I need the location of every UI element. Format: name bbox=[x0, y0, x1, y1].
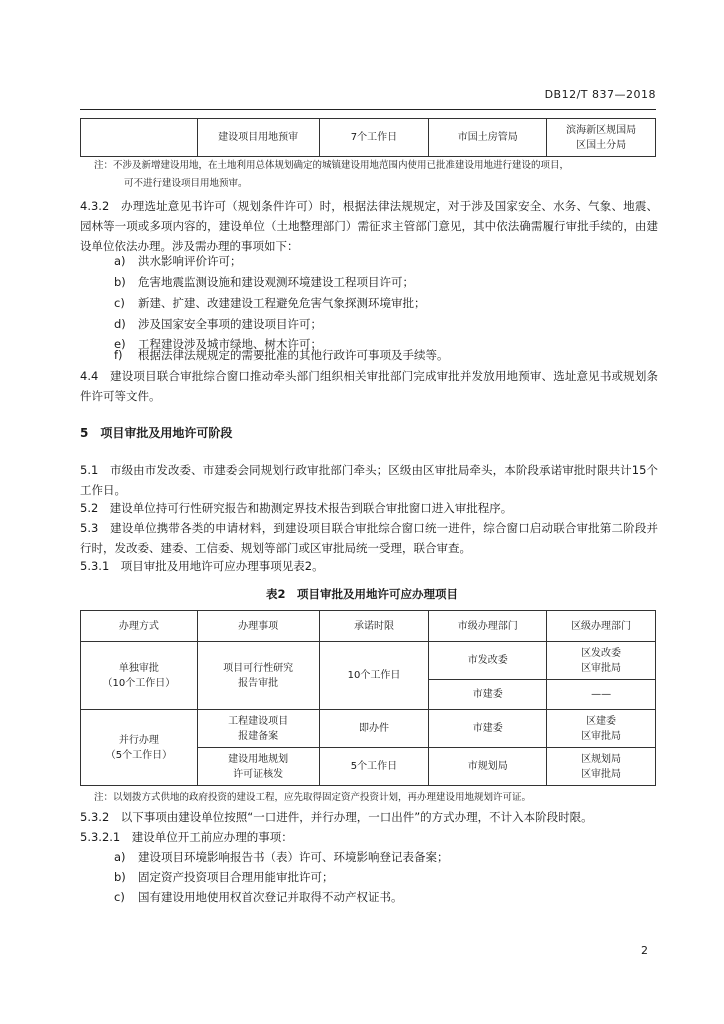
table-cell: 市国土房管局 bbox=[429, 119, 547, 157]
table-header-row bbox=[81, 611, 656, 642]
column-header: 承诺时限 bbox=[319, 611, 429, 642]
list-text: 建设项目环境影响报告书（表）许可、环境影响登记表备案； bbox=[138, 850, 449, 864]
clause-5-3: 5.3 建设单位携带各类的申请材料，到建设项目联合审批综合窗口统一进件，综合窗口启动联合审批第二阶段并行时，发改委、建委、工信委、规划等部门或区审批局统一受理，联合审查。 bbox=[80, 521, 658, 555]
table-cell: 市建委 bbox=[429, 710, 547, 748]
clause-5-2: 5.2 建设单位持可行性研究报告和勘测定界技术报告到联合审批窗口进入审批程序。 bbox=[80, 501, 513, 515]
page-number: 2 bbox=[641, 944, 648, 957]
table-row bbox=[81, 119, 656, 157]
table-cell: 建设用地规划 许可证核发 bbox=[197, 748, 319, 786]
table-row bbox=[81, 642, 656, 680]
column-header: 区级办理部门 bbox=[547, 611, 656, 642]
table-1-note-line-1: 注：不涉及新增建设用地，在土地利用总体规划确定的城镇建设用地范围内使用已批准建设用地进行建设的项目， bbox=[94, 160, 570, 171]
list-text: 工程建设涉及城市绿地、树木许可； bbox=[138, 337, 322, 351]
list-marker: f) bbox=[114, 348, 123, 362]
table-cell: 工程建设项目 报建备案 bbox=[197, 710, 319, 748]
list-marker: a) bbox=[114, 254, 126, 268]
list-marker: b) bbox=[114, 275, 126, 289]
list-text: 固定资产投资项目合理用能审批许可； bbox=[138, 870, 334, 884]
list-marker: d) bbox=[114, 317, 126, 331]
list-item bbox=[114, 887, 403, 907]
section-5-heading: 5 项目审批及用地许可阶段 bbox=[80, 426, 233, 440]
column-header: 市级办理部门 bbox=[429, 611, 547, 642]
table-1-note-line-2: 可不进行建设项目用地预审。 bbox=[124, 178, 248, 189]
list-text: 根据法律法规规定的需要批准的其他行政许可事项及手续等。 bbox=[138, 348, 449, 362]
list-item bbox=[114, 272, 414, 292]
table-cell: 滨海新区规国局 区国土分局 bbox=[547, 119, 656, 157]
table-1-fragment bbox=[80, 118, 656, 157]
table-cell: 市建委 bbox=[429, 680, 547, 710]
table-2-note: 注：以划拨方式供地的政府投资的建设工程，应先取得固定资产投资计划，再办理建设用地规划许可证。 bbox=[94, 792, 532, 803]
list-marker: b) bbox=[114, 870, 126, 884]
table-cell: 市发改委 bbox=[429, 642, 547, 680]
list-text: 洪水影响评价许可； bbox=[138, 254, 242, 268]
clause-4-4: 4.4 建设项目联合审批综合窗口推动牵头部门组织相关审批部门完成审批并发放用地预审、选址意见书或规划条件许可等文件。 bbox=[80, 369, 658, 403]
table-cell: 10个工作日 bbox=[319, 642, 429, 710]
clause-5-3-2-1: 5.3.2.1 建设单位开工前应办理的事项： bbox=[80, 830, 293, 844]
list-text: 新建、扩建、改建建设工程避免危害气象探测环境审批； bbox=[138, 296, 426, 310]
list-item bbox=[114, 251, 242, 271]
list-item bbox=[114, 867, 334, 887]
clause-4-3-2: 4.3.2 办理选址意见书许可（规划条件许可）时，根据法律法规规定，对于涉及国家安全、水务、气象、地震、园林等一项或多项内容的，建设单位（土地整理部门）需征求主管部门意见，其中依法确需履行审批手续的，由建设单位依法办理。涉及需办理的事项如下： bbox=[80, 199, 658, 253]
list-marker: c) bbox=[114, 890, 125, 904]
list-text: 涉及国家安全事项的建设项目许可； bbox=[138, 317, 322, 331]
list-text: 危害地震监测设施和建设观测环境建设工程项目许可； bbox=[138, 275, 414, 289]
table-cell: 区发改委 区审批局 bbox=[547, 642, 656, 680]
list-marker: a) bbox=[114, 850, 126, 864]
table-cell: 区建委 区审批局 bbox=[547, 710, 656, 748]
column-header: 办理方式 bbox=[81, 611, 198, 642]
table-cell: 建设项目用地预审 bbox=[197, 119, 319, 157]
table-2 bbox=[80, 610, 656, 786]
clause-5-3-2: 5.3.2 以下事项由建设单位按照“一口进件，并行办理，一口出件”的方式办理，不计入本阶段时限。 bbox=[80, 810, 593, 824]
table-cell: 并行办理 （5个工作日） bbox=[81, 710, 198, 786]
list-item bbox=[114, 314, 322, 334]
table-cell: 即办件 bbox=[319, 710, 429, 748]
table-cell: 单独审批 （10个工作日） bbox=[81, 642, 198, 710]
header-rule bbox=[80, 109, 656, 110]
table-cell: 市规划局 bbox=[429, 748, 547, 786]
list-item bbox=[114, 345, 449, 365]
table-cell bbox=[81, 119, 198, 157]
list-text: 国有建设用地使用权首次登记并取得不动产权证书。 bbox=[138, 890, 403, 904]
list-marker: e) bbox=[114, 337, 126, 351]
table-cell: —— bbox=[547, 680, 656, 710]
list-item bbox=[114, 293, 426, 313]
list-marker: c) bbox=[114, 296, 125, 310]
table-2-caption: 表2 项目审批及用地许可应办理项目 bbox=[266, 587, 458, 601]
table-cell: 项目可行性研究 报告审批 bbox=[197, 642, 319, 710]
standard-code: DB12/T 837—2018 bbox=[544, 88, 656, 101]
table-row bbox=[81, 710, 656, 748]
table-cell: 5个工作日 bbox=[319, 748, 429, 786]
column-header: 办理事项 bbox=[197, 611, 319, 642]
table-cell: 7个工作日 bbox=[319, 119, 429, 157]
clause-5-3-1: 5.3.1 项目审批及用地许可应办理事项见表2。 bbox=[80, 559, 324, 573]
clause-5-1: 5.1 市级由市发改委、市建委会同规划行政审批部门牵头；区级由区审批局牵头，本阶段承诺审批时限共计15个工作日。 bbox=[80, 463, 658, 497]
table-cell: 区规划局 区审批局 bbox=[547, 748, 656, 786]
list-item bbox=[114, 847, 449, 867]
